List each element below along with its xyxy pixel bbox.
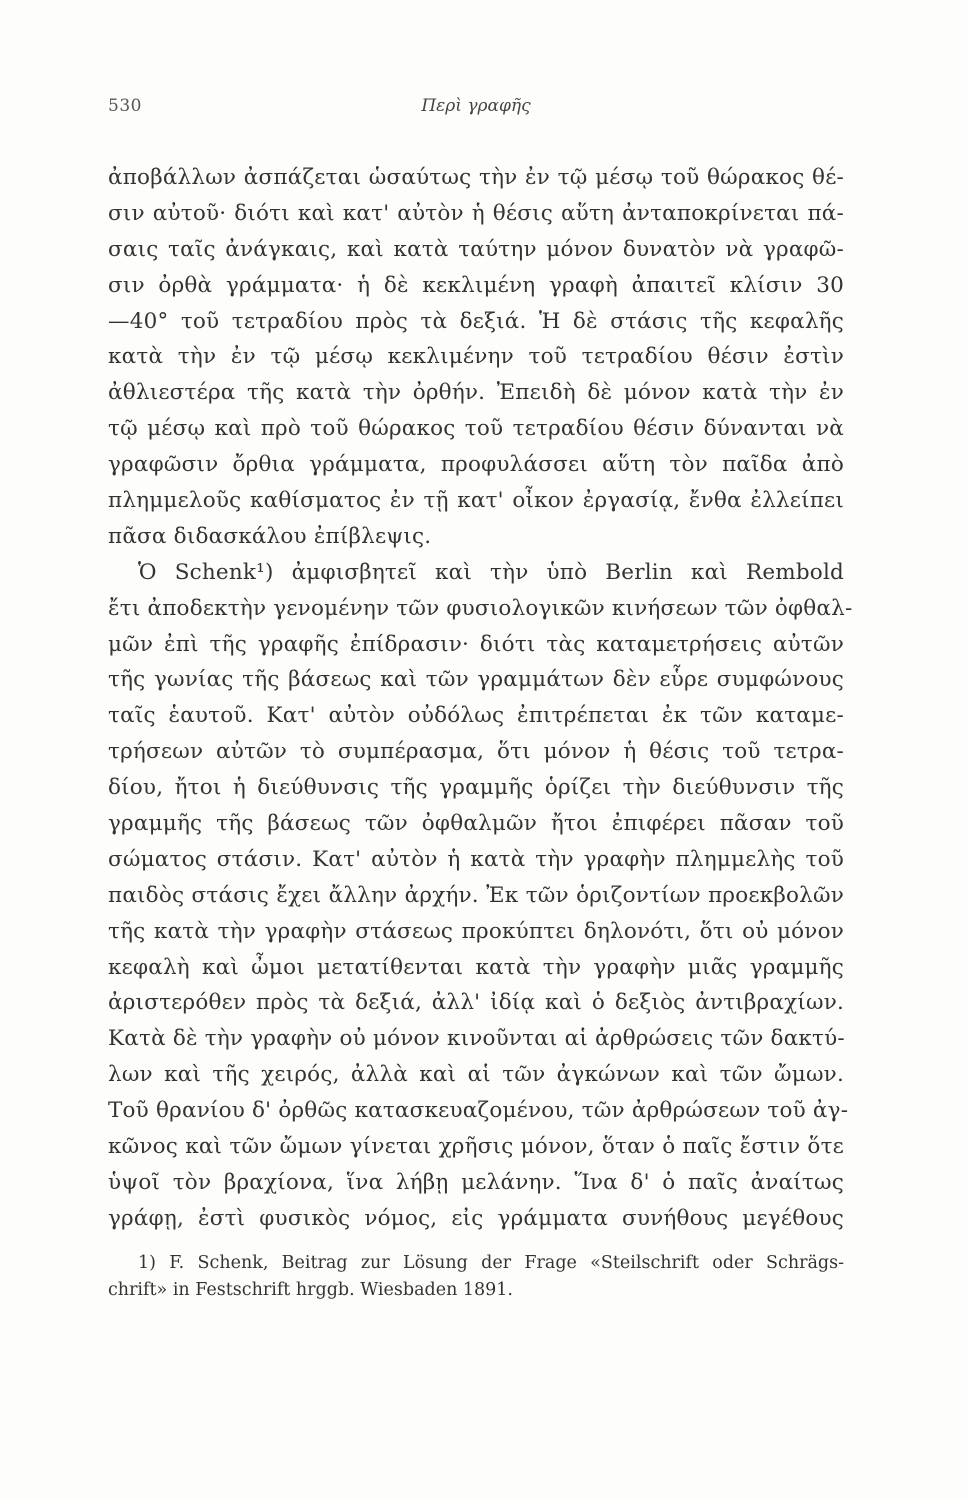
text-line: γράφῃ, ἐστὶ φυσικὸς νόμος, εἰς γράμματα συνήθους μεγέθους xyxy=(108,1205,844,1231)
text-line: τῆς κατὰ τὴν γραφὴν στάσεως προκύπτει δηλονότι, ὅτι οὐ μόνον xyxy=(108,918,844,944)
text-line: παιδὸς στάσις ἔχει ἄλλην ἀρχήν. Ἐκ τῶν ὁριζοντίων προεκβολῶν xyxy=(108,882,844,908)
footnotes xyxy=(108,1250,844,1304)
text-line: κεφαλὴ καὶ ὦμοι μετατίθενται κατὰ τὴν γραφὴν μιᾶς γραμμῆς xyxy=(108,954,844,980)
text-line: Κατὰ δὲ τὴν γραφὴν οὐ μόνον κινοῦνται αἱ ἀρθρώσεις τῶν δακτύ- xyxy=(108,1026,845,1052)
footnote-line: 1) F. Schenk, Beitrag zur Lösung der Frage «Steilschrift oder Schrägs- xyxy=(138,1253,844,1273)
running-title: Περὶ γραφῆς xyxy=(421,96,531,116)
text-line: πᾶσα διδασκάλου ἐπίβλεψις. xyxy=(108,523,432,549)
text-line: Τοῦ θρανίου δ' ὀρθῶς κατασκευαζομένου, τῶν ἀρθρώσεων τοῦ ἀγ- xyxy=(108,1098,849,1124)
text-line: ταῖς ἑαυτοῦ. Κατ' αὐτὸν οὐδόλως ἐπιτρέπεται ἐκ τῶν καταμε- xyxy=(108,703,844,729)
text-line: κῶνος καὶ τῶν ὤμων γίνεται χρῆσις μόνον, ὅταν ὁ παῖς ἔστιν ὅτε xyxy=(108,1134,844,1160)
text-line: τῷ μέσῳ καὶ πρὸ τοῦ θώρακος τοῦ τετραδίου θέσιν δύνανται νὰ xyxy=(108,416,844,442)
text-line: λων καὶ τῆς χειρός, ἀλλὰ καὶ αἱ τῶν ἀγκώνων καὶ τῶν ὤμων. xyxy=(108,1062,844,1088)
text-line: ὑψοῖ τὸν βραχίονα, ἵνα λήβῃ μελάνην. Ἵνα δ' ὁ παῖς ἀναίτως xyxy=(108,1169,844,1195)
text-line: σιν αὐτοῦ· διότι καὶ κατ' αὐτὸν ἡ θέσις αὕτη ἀνταποκρίνεται πά- xyxy=(108,200,844,226)
text-line: σαις ταῖς ἀνάγκαις, καὶ κατὰ ταύτην μόνον δυνατὸν νὰ γραφῶ- xyxy=(108,236,844,262)
text-line: ἔτι ἀποδεκτὴν γενομένην τῶν φυσιολογικῶν κινήσεων τῶν ὀφθαλ- xyxy=(108,595,853,621)
text-line: γραμμῆς τῆς βάσεως τῶν ὀφθαλμῶν ἤτοι ἐπιφέρει πᾶσαν τοῦ xyxy=(108,811,844,837)
text-line: Ὁ Schenk¹) ἀμφισβητεῖ καὶ τὴν ὑπὸ Berlin καὶ Rembold xyxy=(138,559,844,585)
text-line: ἀθλιεστέρα τῆς κατὰ τὴν ὀρθήν. Ἐπειδὴ δὲ μόνον κατὰ τὴν ἐν xyxy=(108,380,844,406)
text-line: πλημμελοῦς καθίσματος ἐν τῇ κατ' οἶκον ἐργασίᾳ, ἔνθα ἐλλείπει xyxy=(108,488,844,514)
text-line: μῶν ἐπὶ τῆς γραφῆς ἐπίδρασιν· διότι τὰς καταμετρήσεις αὐτῶν xyxy=(108,631,844,657)
page-number: 530 xyxy=(108,96,142,116)
text-line: σιν ὀρθὰ γράμματα· ἡ δὲ κεκλιμένη γραφὴ ἀπαιτεῖ κλίσιν 30 xyxy=(108,272,844,298)
text-line: σώματος στάσιν. Κατ' αὐτὸν ἡ κατὰ τὴν γραφὴν πλημμελὴς τοῦ xyxy=(108,846,844,872)
text-line: γραφῶσιν ὄρθια γράμματα, προφυλάσσει αὕτη τὸν παῖδα ἀπὸ xyxy=(108,452,844,478)
body-text xyxy=(108,160,853,1237)
text-line: κατὰ τὴν ἐν τῷ μέσῳ κεκλιμένην τοῦ τετραδίου θέσιν ἐστὶν xyxy=(108,344,844,370)
text-line: ἀριστερόθεν πρὸς τὰ δεξιά, ἀλλ' ἰδίᾳ καὶ ὁ δεξιὸς ἀντιβραχίων. xyxy=(108,990,844,1016)
text-line: τῆς γωνίας τῆς βάσεως καὶ τῶν γραμμάτων δὲν εὗρε συμφώνους xyxy=(108,667,844,693)
text-line: ἀποβάλλων ἀσπάζεται ὡσαύτως τὴν ἐν τῷ μέσῳ τοῦ θώρακος θέ- xyxy=(108,165,844,190)
page-header xyxy=(108,96,844,126)
footnote-line: chrift» in Festschrift hrggb. Wiesbaden 1891. xyxy=(108,1280,513,1300)
text-line: δίου, ἤτοι ἡ διεύθυνσις τῆς γραμμῆς ὁρίζει τὴν διεύθυνσιν τῆς xyxy=(108,775,844,801)
text-line: τρήσεων αὐτῶν τὸ συμπέρασμα, ὅτι μόνον ἡ θέσις τοῦ τετρα- xyxy=(108,739,844,765)
text-line: —40° τοῦ τετραδίου πρὸς τὰ δεξιά. Ἡ δὲ στάσις τῆς κεφαλῆς xyxy=(108,308,844,334)
